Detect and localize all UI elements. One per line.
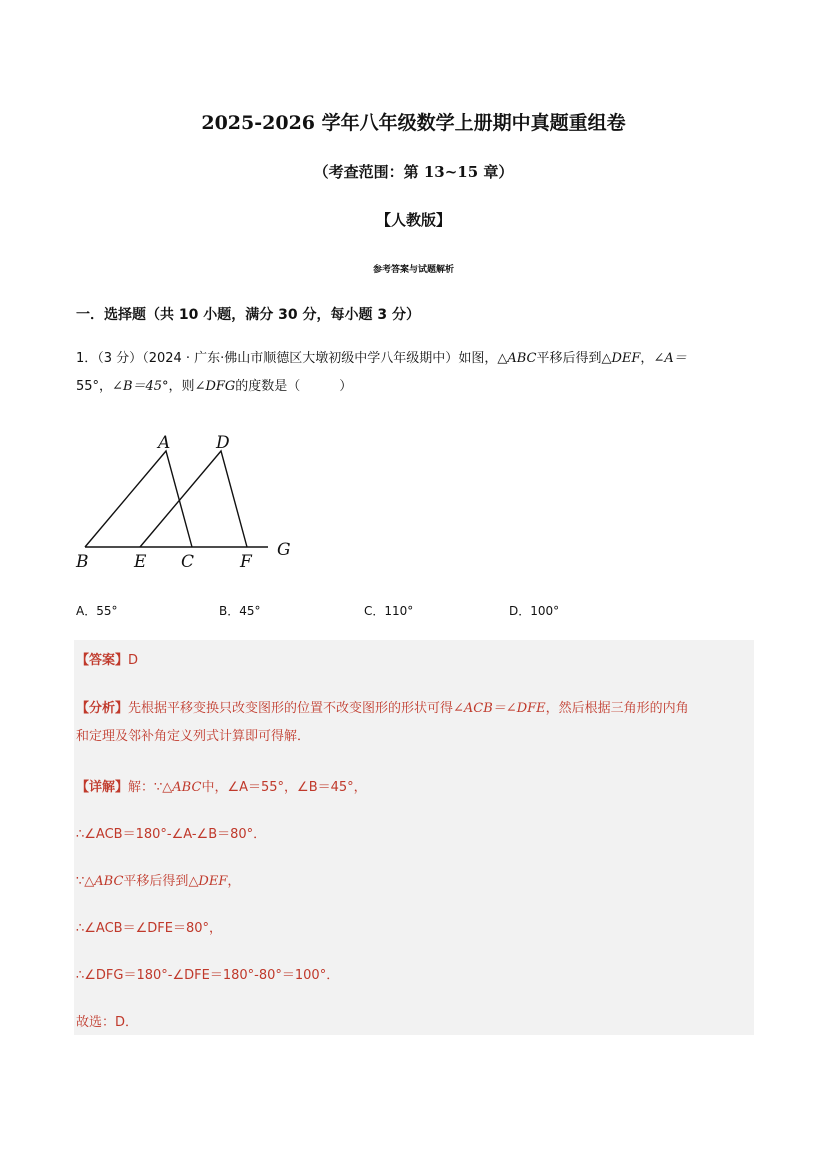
point-g-label: G [277,540,291,560]
triangle-def-shape [140,451,247,547]
triangle-def: △DEF [601,351,641,366]
vertex-d-label: D [216,433,230,453]
conclusion-value: D． [115,1015,139,1030]
edition-label: 【人教版】 [375,211,451,229]
option-b: B．45° [219,604,261,618]
detail-line-1 [76,776,367,795]
detail-text: ， [227,874,241,889]
vertex-f-label: F [240,552,252,572]
option-d: D．100° [509,604,560,618]
question-text: ， [640,351,654,366]
analysis-text: ，然后根据三角形的内角 [545,701,689,716]
question-source: （2024 · 广东·佛山市顺德区大墩初级中学八年级期中） [142,351,459,366]
question-text: 如图， [458,351,498,366]
conclusion-line [76,1011,138,1030]
detail-tag: 【详解】 [76,780,129,795]
triangle-abc: △ABC [84,874,124,889]
detail-text: 中， [201,780,228,795]
translation-figure [72,428,302,578]
angle-a: ∠A＝ [653,351,687,366]
triangle-abc: △ABC [162,780,202,795]
question-text: 的度数是（ ） [235,379,353,394]
question-text: 55°， [76,379,113,394]
detail-line-4: ∴∠ACB＝∠DFE＝80°， [76,921,222,936]
vertex-b-label: B [76,552,89,572]
triangle-abc: △ABC [497,351,537,366]
vertex-e-label: E [134,552,147,572]
page-title: 2025-2026 学年八年级数学上册期中真题重组卷 [201,112,626,134]
detail-line-3 [76,870,240,889]
answer-tag: 【答案】 [76,653,129,668]
option-a: A．55° [76,604,118,618]
detail-text: ∠A＝55°，∠B＝45°， [227,780,367,795]
detail-text: 解：∵ [128,780,163,795]
vertex-c-label: C [181,552,195,572]
option-c: C．110° [364,604,414,618]
question-1-stem [76,345,756,401]
triangle-def: △DEF [188,874,228,889]
triangle-abc-shape [85,451,192,547]
analysis-paragraph [76,695,756,751]
detail-text: 平移后得到 [123,874,189,889]
detail-text: ∵ [76,874,85,889]
exam-scope: （考查范围：第 13~15 章） [313,163,514,181]
section-heading: 一．选择题（共 10 小题，满分 30 分，每小题 3 分） [76,307,420,323]
question-text: ，则 [168,379,195,394]
answer-line [76,649,138,668]
analysis-tag: 【分析】 [76,701,129,716]
angle-dfg: ∠DFG [194,379,236,394]
vertex-a-label: A [158,433,171,453]
answer-value: D [128,653,139,668]
analysis-equation: ∠ACB＝∠DFE [453,701,546,716]
question-number: 1． [76,351,98,366]
detail-line-5: ∴∠DFG＝180°-∠DFE＝180°-80°＝100°． [76,968,340,983]
question-text: 平移后得到 [536,351,602,366]
answers-subtitle: 参考答案与试题解析 [372,265,454,275]
angle-b: ∠B＝45° [112,379,169,394]
conclusion-text: 故选： [76,1015,116,1030]
question-score: （3 分） [97,351,143,366]
detail-line-2: ∴∠ACB＝180°-∠A-∠B＝80°． [76,827,267,842]
analysis-text: 先根据平移变换只改变图形的位置不改变图形的形状可得 [128,701,454,716]
analysis-text: 和定理及邻补角定义列式计算即可得解． [76,729,311,744]
